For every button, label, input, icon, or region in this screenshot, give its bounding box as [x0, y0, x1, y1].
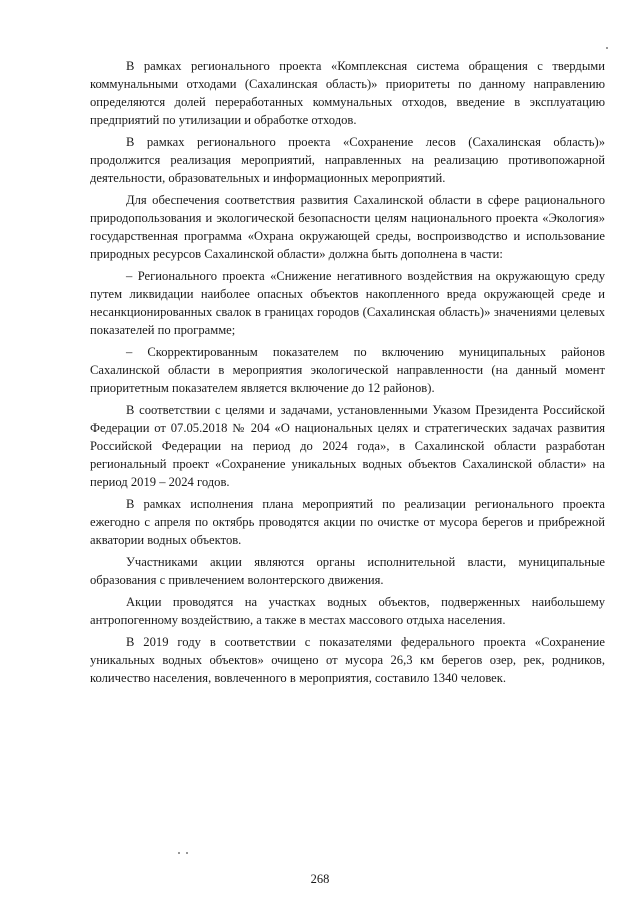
paragraph: В 2019 году в соответствии с показателями федерального проекта «Сохранение уникальных водных объектов» очищено от мусора 26,3 км берегов озер, рек, родников, количество населения, вовлеченного в мероприятия, составило 1340 человек.: [90, 635, 605, 685]
document-body: [90, 57, 605, 691]
page-number: 268: [310, 872, 330, 886]
list-item: – Скорректированным показателем по включению муниципальных районов Сахалинской области в мероприятия экологической направленности (на данный момент приоритетным показателем является включение до 12 районов).: [90, 345, 605, 395]
scan-speck: [186, 852, 188, 854]
paragraph: В рамках исполнения плана мероприятий по реализации регионального проекта ежегодно с апреля по октябрь проводятся акции по очистке от мусора берегов и прибрежной акватории водных объектов.: [90, 497, 605, 547]
scan-speck: [606, 47, 608, 49]
paragraph: В рамках регионального проекта «Комплексная система обращения с твердыми коммунальными отходами (Сахалинская область)» приоритеты по данному направлению определяются долей переработанных коммунальных отходов, введение в эксплуатацию предприятий по утилизации и обработке отходов.: [90, 59, 605, 127]
paragraph: В соответствии с целями и задачами, установленными Указом Президента Российской Федерации от 07.05.2018 № 204 «О национальных целях и стратегических задачах развития Российской Федерации на период до 2024 года», в Сахалинской области разработан региональный проект «Сохранение уникальных водных объектов Сахалинской области» на период 2019 – 2024 годов.: [90, 403, 605, 489]
scan-speck: [178, 852, 180, 854]
paragraph: Акции проводятся на участках водных объектов, подверженных наибольшему антропогенному воздействию, а также в местах массового отдыха населения.: [90, 595, 605, 627]
list-item: – Регионального проекта «Снижение негативного воздействия на окружающую среду путем ликвидации наиболее опасных объектов накопленного вреда окружающей среде и несанкционированных свалок в границах городов (Сахалинская область)» значениями целевых показателей по программе;: [90, 269, 605, 337]
paragraph: Для обеспечения соответствия развития Сахалинской области в сфере рационального природопользования и экологической безопасности целям национального проекта «Экология» государственная программа «Охрана окружающей среды, воспроизводство и использование природных ресурсов Сахалинской области» должна быть дополнена в части:: [90, 193, 605, 261]
paragraph: В рамках регионального проекта «Сохранение лесов (Сахалинская область)» продолжится реализация мероприятий, направленных на реализацию противопожарной деятельности, образовательных и информационных мероприятий.: [90, 135, 605, 185]
paragraph: Участниками акции являются органы исполнительной власти, муниципальные образования с привлечением волонтерского движения.: [90, 555, 605, 587]
